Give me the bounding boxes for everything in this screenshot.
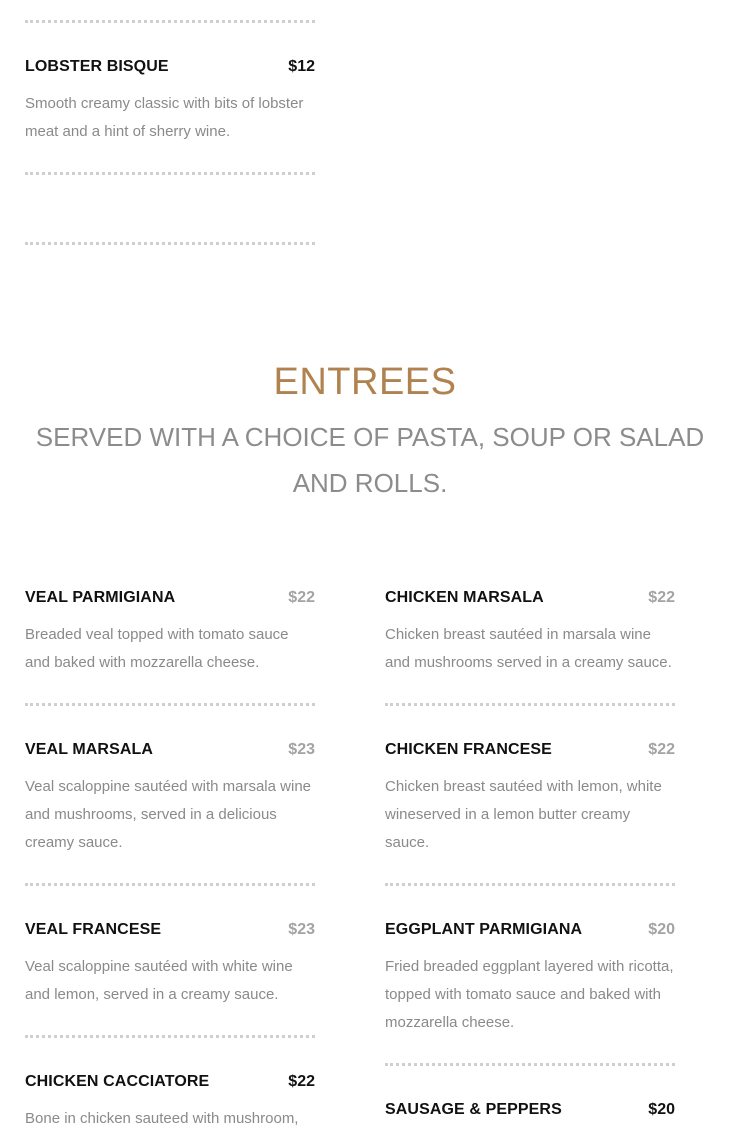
menu-item-title: CHICKEN CACCIATORE xyxy=(25,1073,210,1090)
menu-item-title: SAUSAGE & PEPPERS xyxy=(385,1101,562,1118)
menu-item-description: Chicken breast sautéed with lemon, white wineserved in a lemon butter creamy sauce. xyxy=(385,778,662,851)
menu-item-price: $20 xyxy=(648,1101,675,1118)
menu-item-price: $22 xyxy=(288,589,315,606)
menu-item-price: $23 xyxy=(288,741,315,758)
menu-divider xyxy=(385,703,675,706)
menu-item-description: Veal scaloppine sautéed with white wine and lemon, served in a creamy sauce. xyxy=(25,958,293,1003)
menu-item-price: $12 xyxy=(288,58,315,75)
section-title: ENTREES xyxy=(273,361,457,403)
menu-item-description: Breaded veal topped with tomato sauce and baked with mozzarella cheese. xyxy=(25,626,289,671)
menu-item-title: VEAL MARSALA xyxy=(25,741,154,758)
menu-divider xyxy=(385,1063,675,1066)
menu-item-description: Fried breaded eggplant layered with ricotta, topped with tomato sauce and baked with mozzarella cheese. xyxy=(385,958,674,1031)
menu-item-price: $23 xyxy=(288,921,315,938)
menu-item-description: Smooth creamy classic with bits of lobster meat and a hint of sherry wine. xyxy=(25,95,304,140)
menu-item-title: CHICKEN FRANCESE xyxy=(385,741,552,758)
menu-item-description: Chicken breast sautéed in marsala wine and mushrooms served in a creamy sauce. xyxy=(385,626,672,671)
menu-divider xyxy=(25,883,315,886)
menu-item-title: VEAL FRANCESE xyxy=(25,921,162,938)
menu-item-price: $22 xyxy=(648,589,675,606)
menu-divider xyxy=(25,242,315,245)
menu-divider xyxy=(25,20,315,23)
section-subtitle: SERVED WITH A CHOICE OF PASTA, SOUP OR SALAD AND ROLLS. xyxy=(35,422,705,498)
menu-divider xyxy=(25,172,315,175)
menu-item-price: $20 xyxy=(648,921,675,938)
menu-item-description: Veal scaloppine sautéed with marsala wine and mushrooms, served in a delicious creamy sauce. xyxy=(25,778,312,851)
menu-item-price: $22 xyxy=(288,1073,315,1090)
menu-item-price: $22 xyxy=(648,741,675,758)
menu-item-title: CHICKEN MARSALA xyxy=(385,589,544,606)
menu-divider xyxy=(385,883,675,886)
menu-item-title: VEAL PARMIGIANA xyxy=(25,589,176,606)
menu-item-description: Bone in chicken sauteed with mushroom, xyxy=(25,1110,299,1127)
menu-item-title: LOBSTER BISQUE xyxy=(25,58,169,75)
menu-divider xyxy=(25,703,315,706)
menu-divider xyxy=(25,1035,315,1038)
menu-item-title: EGGPLANT PARMIGIANA xyxy=(385,921,583,938)
